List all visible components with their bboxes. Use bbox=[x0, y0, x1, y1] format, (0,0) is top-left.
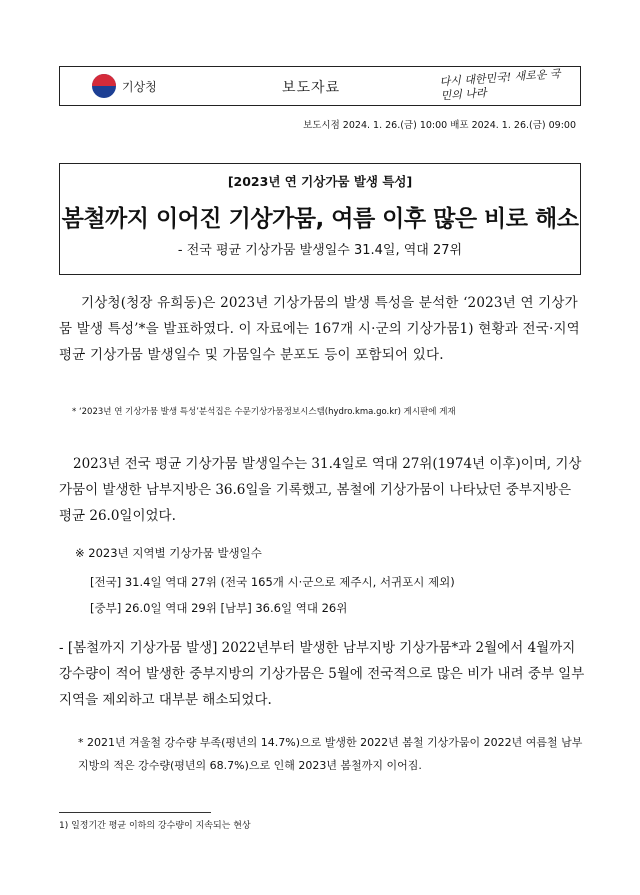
agency-name: 기상청 bbox=[122, 79, 157, 94]
paragraph-summary: 2023년 전국 평균 기상가뭄 발생일수는 31.4일로 역대 27위(1974년 이후)이며, 기상가뭄이 발생한 남부지방은 36.6일을 기록했고, 봄철에 기상가뭄이 나타났던 중부지방은 평균 26.0일이었다. bbox=[59, 456, 582, 524]
page-title: 봄철까지 이어진 기상가뭄, 여름 이후 많은 비로 해소 bbox=[61, 206, 579, 232]
release-info: 보도시점 2024. 1. 26.(금) 10:00 배포 2024. 1. 26.(금) 09:00 bbox=[303, 120, 576, 131]
paragraph-intro: 기상청(청장 유희동)은 2023년 기상가뭄의 발생 특성을 분석한 ‘2023년 연 기상가뭄 발생 특성’*을 발표하였다. 이 자료에는 167개 시·군의 기상가뭄1) 현황과 전국·지역 평균 기상가뭄 발생일수 및 가뭄일수 분포도 등이 포함되어 있다. bbox=[59, 295, 580, 363]
stat-national: [전국] 31.4일 역대 27위 (전국 165개 시·군으로 제주시, 서귀포시 제외) bbox=[90, 575, 455, 589]
note-source: * ‘2023년 연 기상가뭄 발생 특성’분석집은 수문기상가뭄정보시스템(hydro.kma.go.kr) 게시판에 게재 bbox=[72, 407, 456, 417]
slogan: 다시 대한민국! 새로운 국민의 나라 bbox=[439, 67, 561, 103]
taegeuk-icon bbox=[92, 74, 116, 98]
stat-regional: [중부] 26.0일 역대 29위 [남부] 36.6일 역대 26위 bbox=[90, 601, 348, 615]
title-box bbox=[59, 163, 581, 275]
paragraph-spring: - [봄철까지 기상가뭄 발생] 2022년부터 발생한 남부지방 기상가뭄*과 2월에서 4월까지 강수량이 적어 발생한 중부지방의 기상가뭄은 5월에 전국적으로 많은 비가 내려 중부 일부 지역을 제외하고 대부분 해소되었다. bbox=[59, 640, 585, 708]
footnote-divider bbox=[59, 812, 211, 813]
note-spring: * 2021년 겨울철 강수량 부족(평년의 14.7%)으로 발생한 2022년 봄철 기상가뭄이 2022년 여름철 남부지방의 적은 강수량(평년의 68.7%)으로 인해 2023년 봄철까지 이어짐. bbox=[78, 736, 583, 772]
press-label: 보도자료 bbox=[282, 80, 341, 96]
page-subtitle: - 전국 평균 기상가뭄 발생일수 31.4일, 역대 27위 bbox=[177, 243, 463, 258]
header-box bbox=[59, 66, 581, 106]
stat-heading: ※ 2023년 지역별 기상가뭄 발생일수 bbox=[75, 546, 262, 560]
footnote: 1) 일정기간 평균 이하의 강수량이 지속되는 현상 bbox=[59, 821, 251, 831]
title-topic: [2023년 연 기상가뭄 발생 특성] bbox=[227, 174, 413, 189]
agency-logo bbox=[92, 74, 157, 98]
